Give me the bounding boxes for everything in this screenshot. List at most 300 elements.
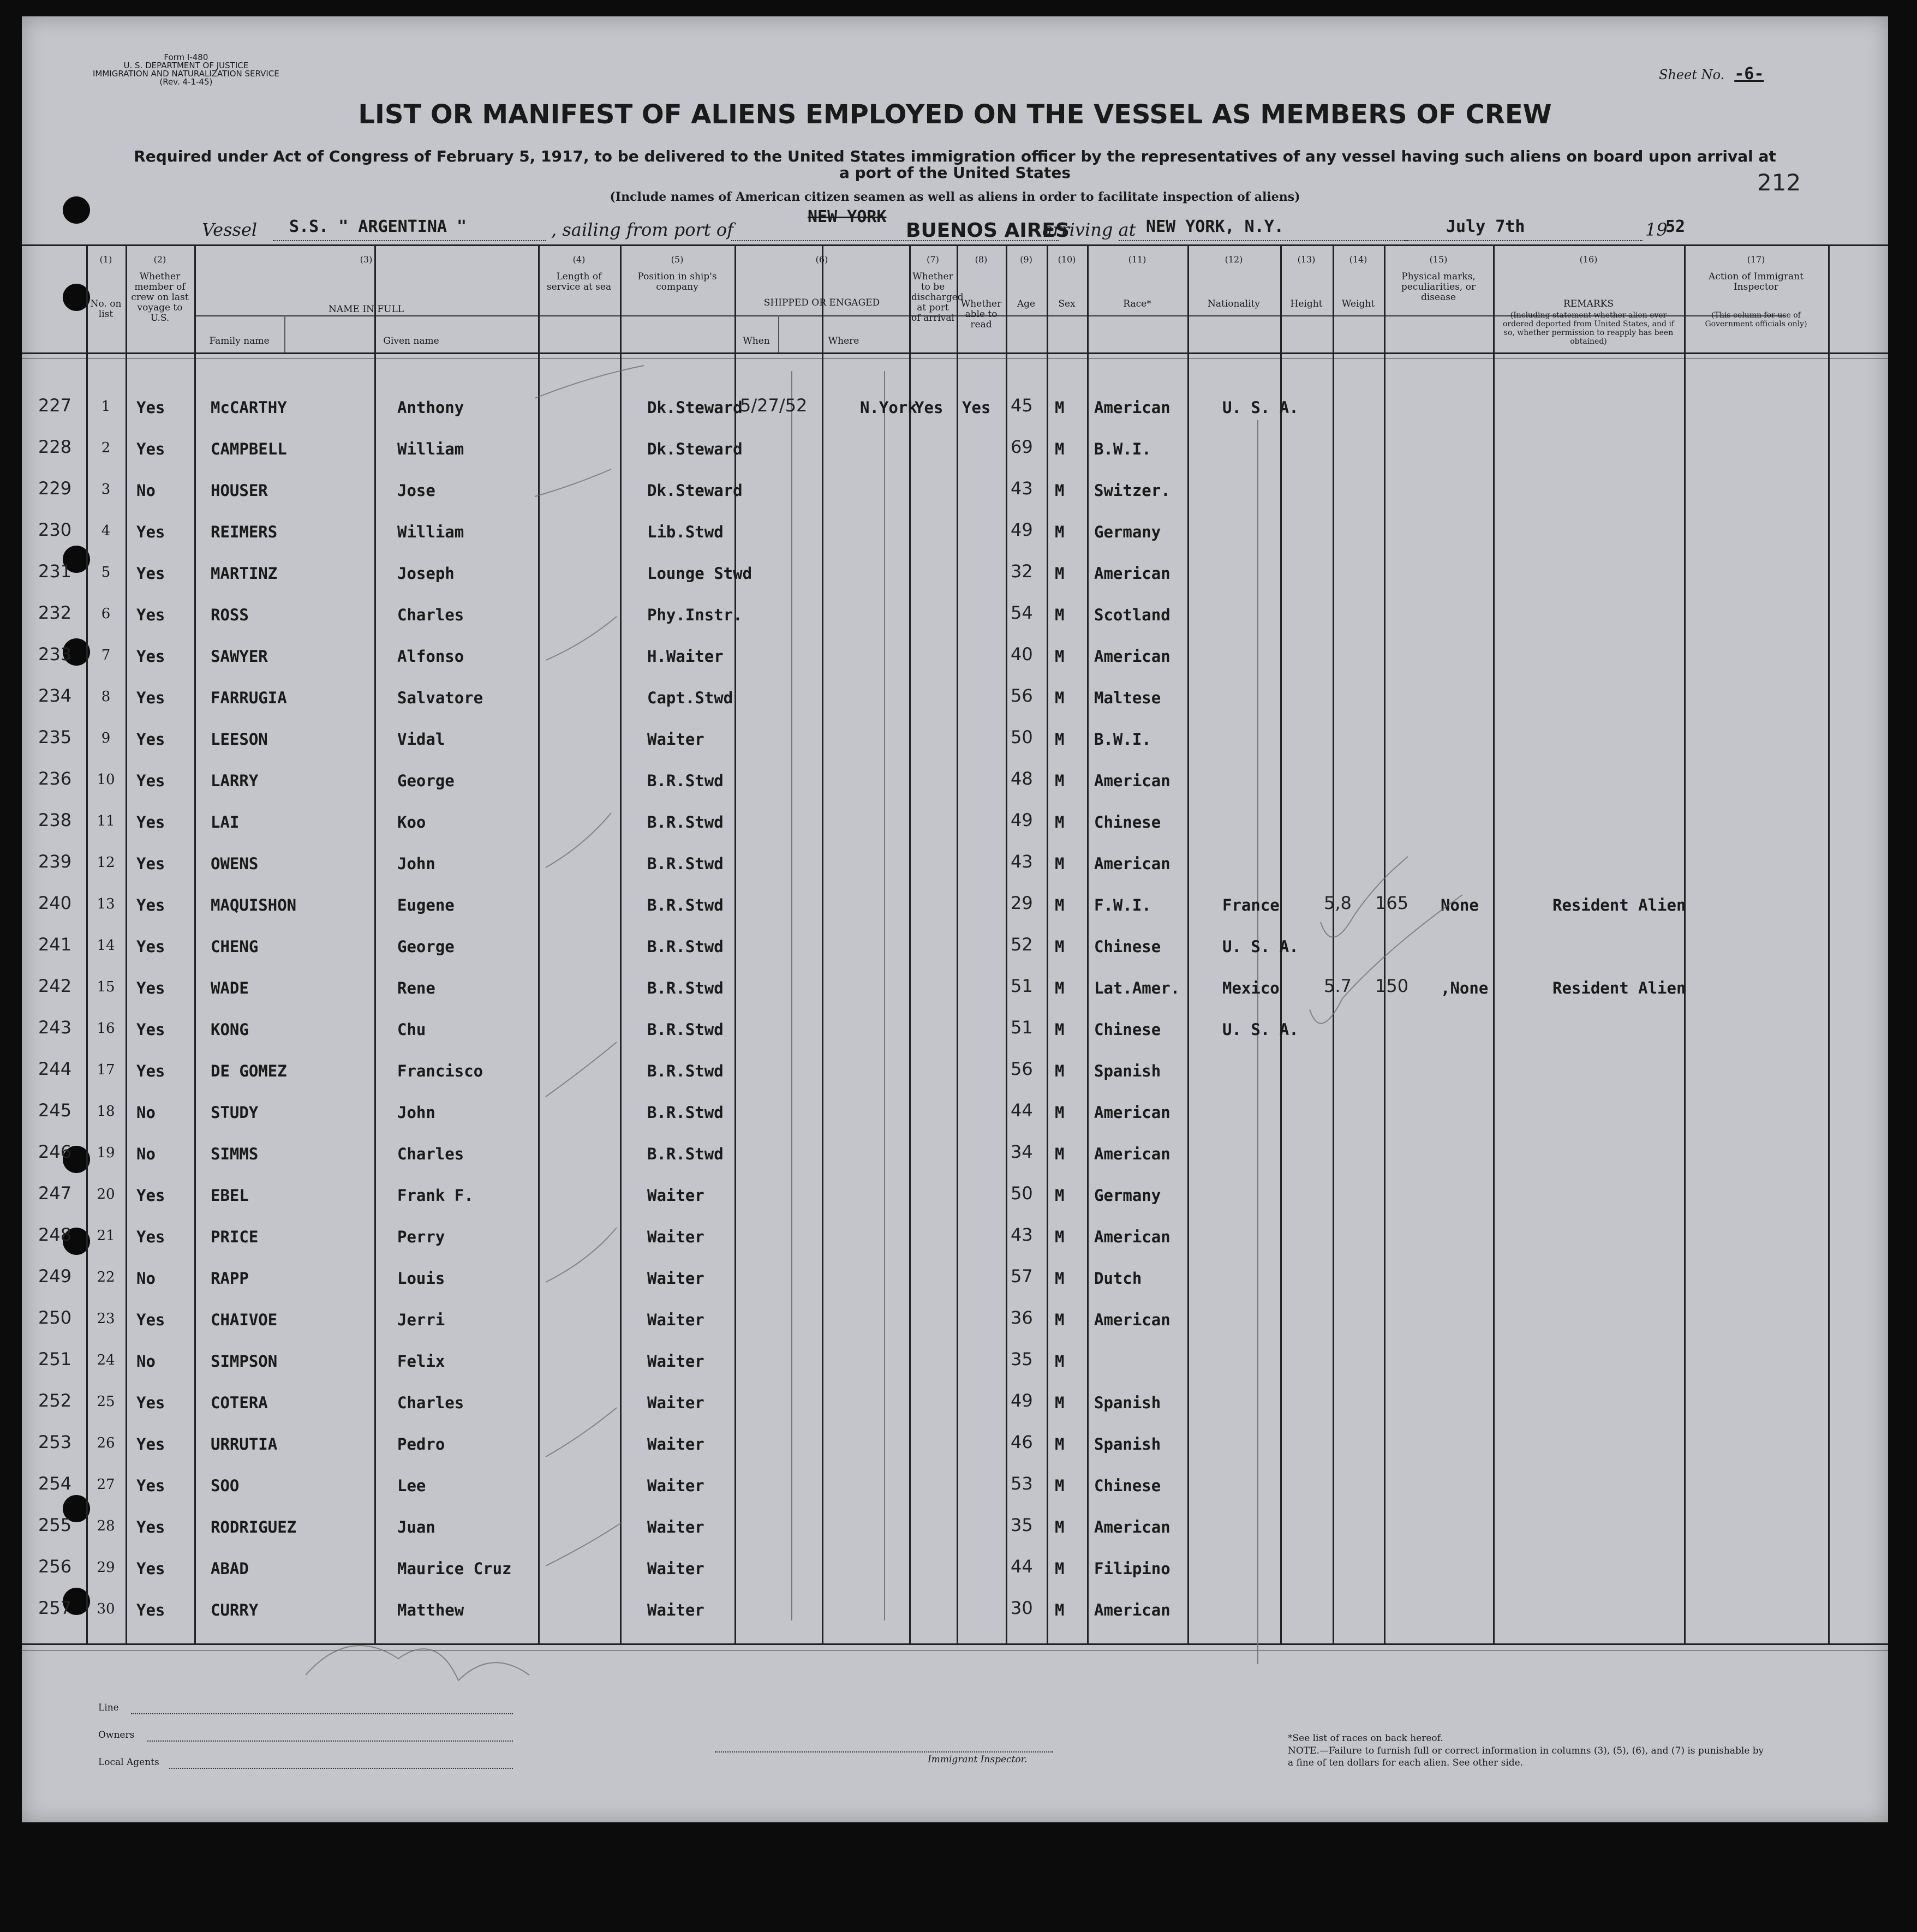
cell-margin: 232 — [38, 602, 72, 623]
column-header-note: (This column for use of Government officials only) — [1705, 311, 1807, 328]
cell-family: MAQUISHON — [211, 896, 297, 914]
cell-race: F.W.I. — [1094, 896, 1151, 914]
cell-position: Waiter — [647, 1518, 704, 1536]
cell-margin: 243 — [38, 1017, 72, 1038]
cell-race: Spanish — [1094, 1062, 1161, 1080]
cell-no: 15 — [97, 979, 115, 995]
year-suffix: 52 — [1665, 217, 1686, 236]
cell-sex: M — [1055, 481, 1065, 500]
cell-last: Yes — [136, 1518, 165, 1536]
cell-last: Yes — [136, 1020, 165, 1039]
cell-last: No — [136, 1103, 156, 1122]
cell-no: 19 — [97, 1145, 115, 1161]
cell-position: B.R.Stwd — [647, 896, 724, 914]
cell-given: Lee — [397, 1476, 426, 1495]
local-agents-label: Local Agents — [98, 1757, 159, 1768]
cell-family: FARRUGIA — [211, 689, 287, 707]
cell-family: LAI — [211, 813, 240, 832]
manifest-sheet — [22, 16, 1888, 1822]
cell-family: HOUSER — [211, 481, 268, 500]
cell-no: 11 — [97, 813, 115, 829]
cell-sex: M — [1055, 1103, 1065, 1122]
form-department: U. S. DEPARTMENT OF JUSTICE — [123, 61, 249, 70]
cell-sex: M — [1055, 1186, 1065, 1205]
cell-margin: 246 — [38, 1141, 72, 1162]
cell-age: 44 — [1011, 1100, 1033, 1121]
cell-no: 4 — [101, 523, 111, 539]
cell-position: Waiter — [647, 1435, 704, 1454]
cell-position: Waiter — [647, 1601, 704, 1619]
cell-given: Maurice Cruz — [397, 1559, 512, 1578]
cell-race: Scotland — [1094, 606, 1170, 624]
cell-given: Salvatore — [397, 689, 483, 707]
cell-age: 43 — [1011, 851, 1033, 872]
port-struck: NEW YORK — [808, 207, 887, 226]
cell-position: Waiter — [647, 1393, 704, 1412]
cell-no: 30 — [97, 1601, 115, 1617]
cell-position: Dk.Steward — [647, 481, 743, 500]
cell-family: WADE — [211, 979, 249, 997]
cell-margin: 254 — [38, 1473, 72, 1494]
column-number: (2) — [153, 254, 166, 265]
column-number: (9) — [1020, 254, 1032, 265]
cell-margin: 228 — [38, 436, 72, 457]
cell-family: LEESON — [211, 730, 268, 749]
cell-last: Yes — [136, 1435, 165, 1454]
column-number: (15) — [1429, 254, 1448, 265]
cell-sex: M — [1055, 606, 1065, 624]
cell-age: 43 — [1011, 478, 1033, 499]
column-header: Sex — [1058, 298, 1076, 309]
cell-sex: M — [1055, 1145, 1065, 1163]
cell-no: 12 — [97, 854, 115, 871]
cell-given: George — [397, 937, 455, 956]
cell-race: American — [1094, 398, 1170, 417]
column-number: (4) — [572, 254, 586, 265]
cell-given: Frank F. — [397, 1186, 474, 1205]
cell-last: Yes — [136, 564, 165, 583]
cell-sex: M — [1055, 1228, 1065, 1246]
cell-given: Joseph — [397, 564, 455, 583]
cell-sex: M — [1055, 1518, 1065, 1536]
cell-position: B.R.Stwd — [647, 1145, 724, 1163]
cell-no: 8 — [101, 689, 111, 705]
cell-age: 29 — [1011, 893, 1033, 913]
cell-age: 46 — [1011, 1432, 1033, 1452]
cell-sex: M — [1055, 689, 1065, 707]
cell-age: 36 — [1011, 1307, 1033, 1328]
cell-margin: 229 — [38, 478, 72, 499]
sheet-label: Sheet No. — [1659, 67, 1725, 82]
column-number: (6) — [815, 254, 828, 265]
column-number: (3) — [360, 254, 373, 265]
cell-race: American — [1094, 1601, 1170, 1619]
cell-height: 5,8 — [1324, 893, 1352, 913]
cell-no: 26 — [97, 1435, 115, 1451]
column-number: (17) — [1747, 254, 1765, 265]
cell-position: B.R.Stwd — [647, 771, 724, 790]
cell-weight: 150 — [1375, 976, 1409, 996]
cell-age: 51 — [1011, 976, 1033, 996]
cell-margin: 247 — [38, 1183, 72, 1204]
cell-age: 35 — [1011, 1515, 1033, 1535]
cell-race: American — [1094, 854, 1170, 873]
cell-last: Yes — [136, 647, 165, 666]
form-revision: (Rev. 4-1-45) — [159, 77, 213, 87]
cell-family: STUDY — [211, 1103, 259, 1122]
column-header: SHIPPED OR ENGAGED — [763, 297, 880, 308]
column-header: Nationality — [1208, 298, 1260, 309]
cell-margin: 253 — [38, 1432, 72, 1452]
cell-race: Chinese — [1094, 1020, 1161, 1039]
cell-race: American — [1094, 1311, 1170, 1329]
sheet-value: -6- — [1734, 64, 1764, 83]
column-number: (14) — [1349, 254, 1367, 265]
cell-margin: 233 — [38, 644, 72, 665]
cell-no: 28 — [97, 1518, 115, 1534]
cell-age: 51 — [1011, 1017, 1033, 1038]
column-header: Action of Immigrant Inspector — [1709, 271, 1803, 292]
cell-margin: 241 — [38, 934, 72, 955]
sailing-label: , sailing from port of — [551, 219, 733, 240]
cell-race: American — [1094, 1103, 1170, 1122]
cell-nationality: Mexico — [1222, 979, 1280, 997]
cell-last: Yes — [136, 813, 165, 832]
cell-family: SOO — [211, 1476, 240, 1495]
cell-margin: 231 — [38, 561, 72, 582]
cell-margin: 238 — [38, 810, 72, 830]
cell-position: B.R.Stwd — [647, 1062, 724, 1080]
cell-family: RAPP — [211, 1269, 249, 1288]
cell-race: Chinese — [1094, 937, 1161, 956]
cell-where: N.York — [860, 398, 917, 417]
page-title: LIST OR MANIFEST OF ALIENS EMPLOYED ON THE VESSEL AS MEMBERS OF CREW — [358, 99, 1552, 130]
year-prefix: 19 — [1645, 219, 1668, 240]
cell-last: No — [136, 481, 156, 500]
cell-family: PRICE — [211, 1228, 259, 1246]
cell-age: 49 — [1011, 519, 1033, 540]
cell-sex: M — [1055, 1601, 1065, 1619]
cell-last: Yes — [136, 606, 165, 624]
cell-family: EBEL — [211, 1186, 249, 1205]
cell-last: No — [136, 1352, 156, 1371]
column-header: NAME IN FULL — [328, 304, 404, 315]
cell-position: Lib.Stwd — [647, 523, 724, 541]
cell-given: George — [397, 771, 455, 790]
cell-sex: M — [1055, 440, 1065, 458]
column-subheader: When — [743, 336, 770, 346]
column-header: Age — [1017, 298, 1036, 309]
cell-age: 53 — [1011, 1473, 1033, 1494]
cell-sex: M — [1055, 647, 1065, 666]
cell-age: 32 — [1011, 561, 1033, 582]
cell-last: Yes — [136, 854, 165, 873]
cell-given: Koo — [397, 813, 426, 832]
cell-no: 3 — [101, 481, 111, 498]
cell-sex: M — [1055, 1435, 1065, 1454]
cell-margin: 252 — [38, 1390, 72, 1411]
column-header: No. on list — [90, 298, 122, 320]
cell-given: Vidal — [397, 730, 445, 749]
cell-position: Waiter — [647, 730, 704, 749]
column-header: Whether to be discharged at port of arrival — [911, 271, 964, 324]
cell-margin: 240 — [38, 893, 72, 913]
cell-age: 50 — [1011, 727, 1033, 747]
column-number: (16) — [1579, 254, 1598, 265]
column-header: Length of service at sea — [546, 271, 612, 292]
cell-given: Charles — [397, 1393, 464, 1412]
cell-family: KONG — [211, 1020, 249, 1039]
cell-sex: M — [1055, 771, 1065, 790]
cell-last: Yes — [136, 1228, 165, 1246]
arrival-date: July 7th — [1446, 217, 1525, 236]
column-header-note: (Including statement whether alien ever ordered deported from United States, and if so, whether permission to reapply has been obtained) — [1502, 311, 1675, 346]
vessel-name: S.S. " ARGENTINA " — [289, 217, 467, 236]
cell-margin: 235 — [38, 727, 72, 747]
column-header: Race* — [1123, 298, 1151, 309]
column-header: Whether member of crew on last voyage to U.S. — [131, 271, 189, 324]
cell-no: 9 — [101, 730, 111, 746]
cell-margin: 227 — [38, 395, 72, 416]
cell-family: CHAIVOE — [211, 1311, 278, 1329]
cell-given: Jose — [397, 481, 435, 500]
cell-family: SIMMS — [211, 1145, 259, 1163]
cell-race: American — [1094, 1228, 1170, 1246]
cell-age: 35 — [1011, 1349, 1033, 1369]
cell-sex: M — [1055, 730, 1065, 749]
cell-given: Eugene — [397, 896, 455, 914]
cell-given: Matthew — [397, 1601, 464, 1619]
cell-family: CHENG — [211, 937, 259, 956]
cell-discharged: Yes — [915, 398, 943, 417]
column-header: Whether able to read — [960, 298, 1002, 330]
cell-age: 40 — [1011, 644, 1033, 665]
column-number: (7) — [927, 254, 939, 265]
cell-position: Waiter — [647, 1352, 704, 1371]
line-label: Line — [98, 1702, 119, 1713]
cell-last: No — [136, 1145, 156, 1163]
cell-position: Phy.Instr. — [647, 606, 743, 624]
cell-race: American — [1094, 771, 1170, 790]
owners-label: Owners — [98, 1730, 135, 1740]
column-number: (1) — [99, 254, 112, 265]
cell-given: Alfonso — [397, 647, 464, 666]
cell-last: Yes — [136, 398, 165, 417]
cell-margin: 256 — [38, 1556, 72, 1577]
arrival-port: NEW YORK, N.Y. — [1146, 217, 1284, 236]
cell-sex: M — [1055, 564, 1065, 583]
cell-margin: 255 — [38, 1515, 72, 1535]
cell-no: 7 — [101, 647, 111, 663]
cell-no: 23 — [97, 1311, 115, 1327]
departure-port: BUENOS AIRES — [906, 219, 1070, 242]
cell-given: Francisco — [397, 1062, 483, 1080]
cell-position: B.R.Stwd — [647, 813, 724, 832]
cell-nationality: U. S. A. — [1222, 398, 1299, 417]
cell-age: 57 — [1011, 1266, 1033, 1287]
cell-race: Germany — [1094, 523, 1161, 541]
cell-race: Spanish — [1094, 1393, 1161, 1412]
column-header: Physical marks, peculiarities, or disease — [1401, 271, 1476, 303]
cell-position: Waiter — [647, 1186, 704, 1205]
cell-given: William — [397, 440, 464, 458]
cell-family: RODRIGUEZ — [211, 1518, 297, 1536]
cell-nationality: France — [1222, 896, 1280, 914]
cell-family: OWENS — [211, 854, 259, 873]
cell-sex: M — [1055, 1352, 1065, 1371]
cell-height: 5.7 — [1324, 976, 1352, 996]
cell-sex: M — [1055, 1269, 1065, 1288]
cell-last: Yes — [136, 1062, 165, 1080]
cell-given: Chu — [397, 1020, 426, 1039]
cell-race: American — [1094, 564, 1170, 583]
column-header: REMARKS — [1563, 298, 1614, 309]
cell-margin: 242 — [38, 976, 72, 996]
cell-position: Dk.Steward — [647, 440, 743, 458]
column-number: (5) — [671, 254, 684, 265]
cell-race: Chinese — [1094, 813, 1161, 832]
cell-family: ABAD — [211, 1559, 249, 1578]
cell-race: Filipino — [1094, 1559, 1170, 1578]
column-number: (12) — [1225, 254, 1243, 265]
cell-race: American — [1094, 647, 1170, 666]
cell-sex: M — [1055, 1559, 1065, 1578]
cell-no: 2 — [101, 440, 111, 456]
cell-last: Yes — [136, 896, 165, 914]
cell-no: 13 — [97, 896, 115, 912]
cell-family: URRUTIA — [211, 1435, 278, 1454]
cell-sex: M — [1055, 937, 1065, 956]
page-subtitle-note: (Include names of American citizen seamen as well as aliens in order to facilitate inspection of aliens) — [610, 190, 1300, 204]
cell-family: CURRY — [211, 1601, 259, 1619]
cell-family: McCARTHY — [211, 398, 287, 417]
cell-given: William — [397, 523, 464, 541]
cell-no: 10 — [97, 771, 115, 788]
cell-age: 34 — [1011, 1141, 1033, 1162]
cell-nationality: U. S. A. — [1222, 1020, 1299, 1039]
cell-given: Felix — [397, 1352, 445, 1371]
arriving-label: arriving at — [1042, 219, 1136, 240]
cell-age: 48 — [1011, 768, 1033, 789]
cell-race: American — [1094, 1145, 1170, 1163]
cell-family: MARTINZ — [211, 564, 278, 583]
cell-age: 54 — [1011, 602, 1033, 623]
cell-position: Waiter — [647, 1228, 704, 1246]
cell-margin: 244 — [38, 1058, 72, 1079]
column-header: Height — [1290, 298, 1323, 309]
cell-position: Capt.Stwd — [647, 689, 733, 707]
cell-sex: M — [1055, 523, 1065, 541]
penalty-note: NOTE.—Failure to furnish full or correct information in columns (3), (5), (6), and (7) is punishable by a fine of ten dollars for each alien. See other side. — [1288, 1745, 1764, 1768]
cell-family: COTERA — [211, 1393, 268, 1412]
cell-race: Dutch — [1094, 1269, 1142, 1288]
cell-no: 5 — [101, 564, 111, 581]
cell-age: 69 — [1011, 436, 1033, 457]
cell-no: 16 — [97, 1020, 115, 1037]
cell-age: 49 — [1011, 1390, 1033, 1411]
cell-position: Waiter — [647, 1269, 704, 1288]
cell-last: Yes — [136, 937, 165, 956]
cell-race: Lat.Amer. — [1094, 979, 1180, 997]
cell-family: REIMERS — [211, 523, 278, 541]
cell-age: 44 — [1011, 1556, 1033, 1577]
cell-age: 56 — [1011, 1058, 1033, 1079]
cell-margin: 230 — [38, 519, 72, 540]
cell-sex: M — [1055, 854, 1065, 873]
cell-remarks: Resident Alien — [1552, 896, 1686, 914]
cell-position: B.R.Stwd — [647, 854, 724, 873]
cell-last: No — [136, 1269, 156, 1288]
column-subheader: Given name — [383, 336, 439, 346]
cell-margin: 236 — [38, 768, 72, 789]
cell-position: Waiter — [647, 1559, 704, 1578]
cell-position: Lounge Stwd — [647, 564, 753, 583]
cell-sex: M — [1055, 1062, 1065, 1080]
cell-last: Yes — [136, 689, 165, 707]
cell-given: Louis — [397, 1269, 445, 1288]
cell-family: CAMPBELL — [211, 440, 287, 458]
cell-weight: 165 — [1375, 893, 1409, 913]
cell-last: Yes — [136, 523, 165, 541]
cell-race: Maltese — [1094, 689, 1161, 707]
cell-age: 52 — [1011, 934, 1033, 955]
cell-when: 5/27/52 — [740, 395, 808, 416]
cell-no: 1 — [101, 398, 111, 415]
cell-nationality: U. S. A. — [1222, 937, 1299, 956]
cell-no: 22 — [97, 1269, 115, 1285]
cell-age: 30 — [1011, 1598, 1033, 1618]
cell-given: Perry — [397, 1228, 445, 1246]
cell-age: 49 — [1011, 810, 1033, 830]
cell-margin: 251 — [38, 1349, 72, 1369]
cell-sex: M — [1055, 1476, 1065, 1495]
cell-position: Dk.Steward — [647, 398, 743, 417]
cell-sex: M — [1055, 1393, 1065, 1412]
cell-sex: M — [1055, 1020, 1065, 1039]
cell-last: Yes — [136, 771, 165, 790]
cell-age: 50 — [1011, 1183, 1033, 1204]
cell-race: Chinese — [1094, 1476, 1161, 1495]
pencil-marks — [22, 16, 1888, 1822]
cell-given: Pedro — [397, 1435, 445, 1454]
cell-family: LARRY — [211, 771, 259, 790]
page-number: 212 — [1757, 169, 1801, 196]
cell-no: 17 — [97, 1062, 115, 1078]
cell-given: Charles — [397, 1145, 464, 1163]
races-note: *See list of races on back hereof. — [1288, 1733, 1443, 1744]
cell-marks: ,None — [1441, 979, 1489, 997]
cell-margin: 249 — [38, 1266, 72, 1287]
column-number: (11) — [1128, 254, 1146, 265]
cell-last: Yes — [136, 1559, 165, 1578]
cell-no: 14 — [97, 937, 115, 954]
cell-last: Yes — [136, 1601, 165, 1619]
column-number: (13) — [1297, 254, 1316, 265]
cell-sex: M — [1055, 979, 1065, 997]
cell-last: Yes — [136, 1186, 165, 1205]
cell-last: Yes — [136, 440, 165, 458]
cell-given: Jerri — [397, 1311, 445, 1329]
cell-last: Yes — [136, 1393, 165, 1412]
cell-no: 25 — [97, 1393, 115, 1410]
cell-sex: M — [1055, 398, 1065, 417]
cell-sex: M — [1055, 896, 1065, 914]
cell-race: B.W.I. — [1094, 730, 1151, 749]
cell-position: Waiter — [647, 1311, 704, 1329]
cell-given: Juan — [397, 1518, 435, 1536]
cell-no: 6 — [101, 606, 111, 622]
column-subheader: Family name — [209, 336, 270, 346]
